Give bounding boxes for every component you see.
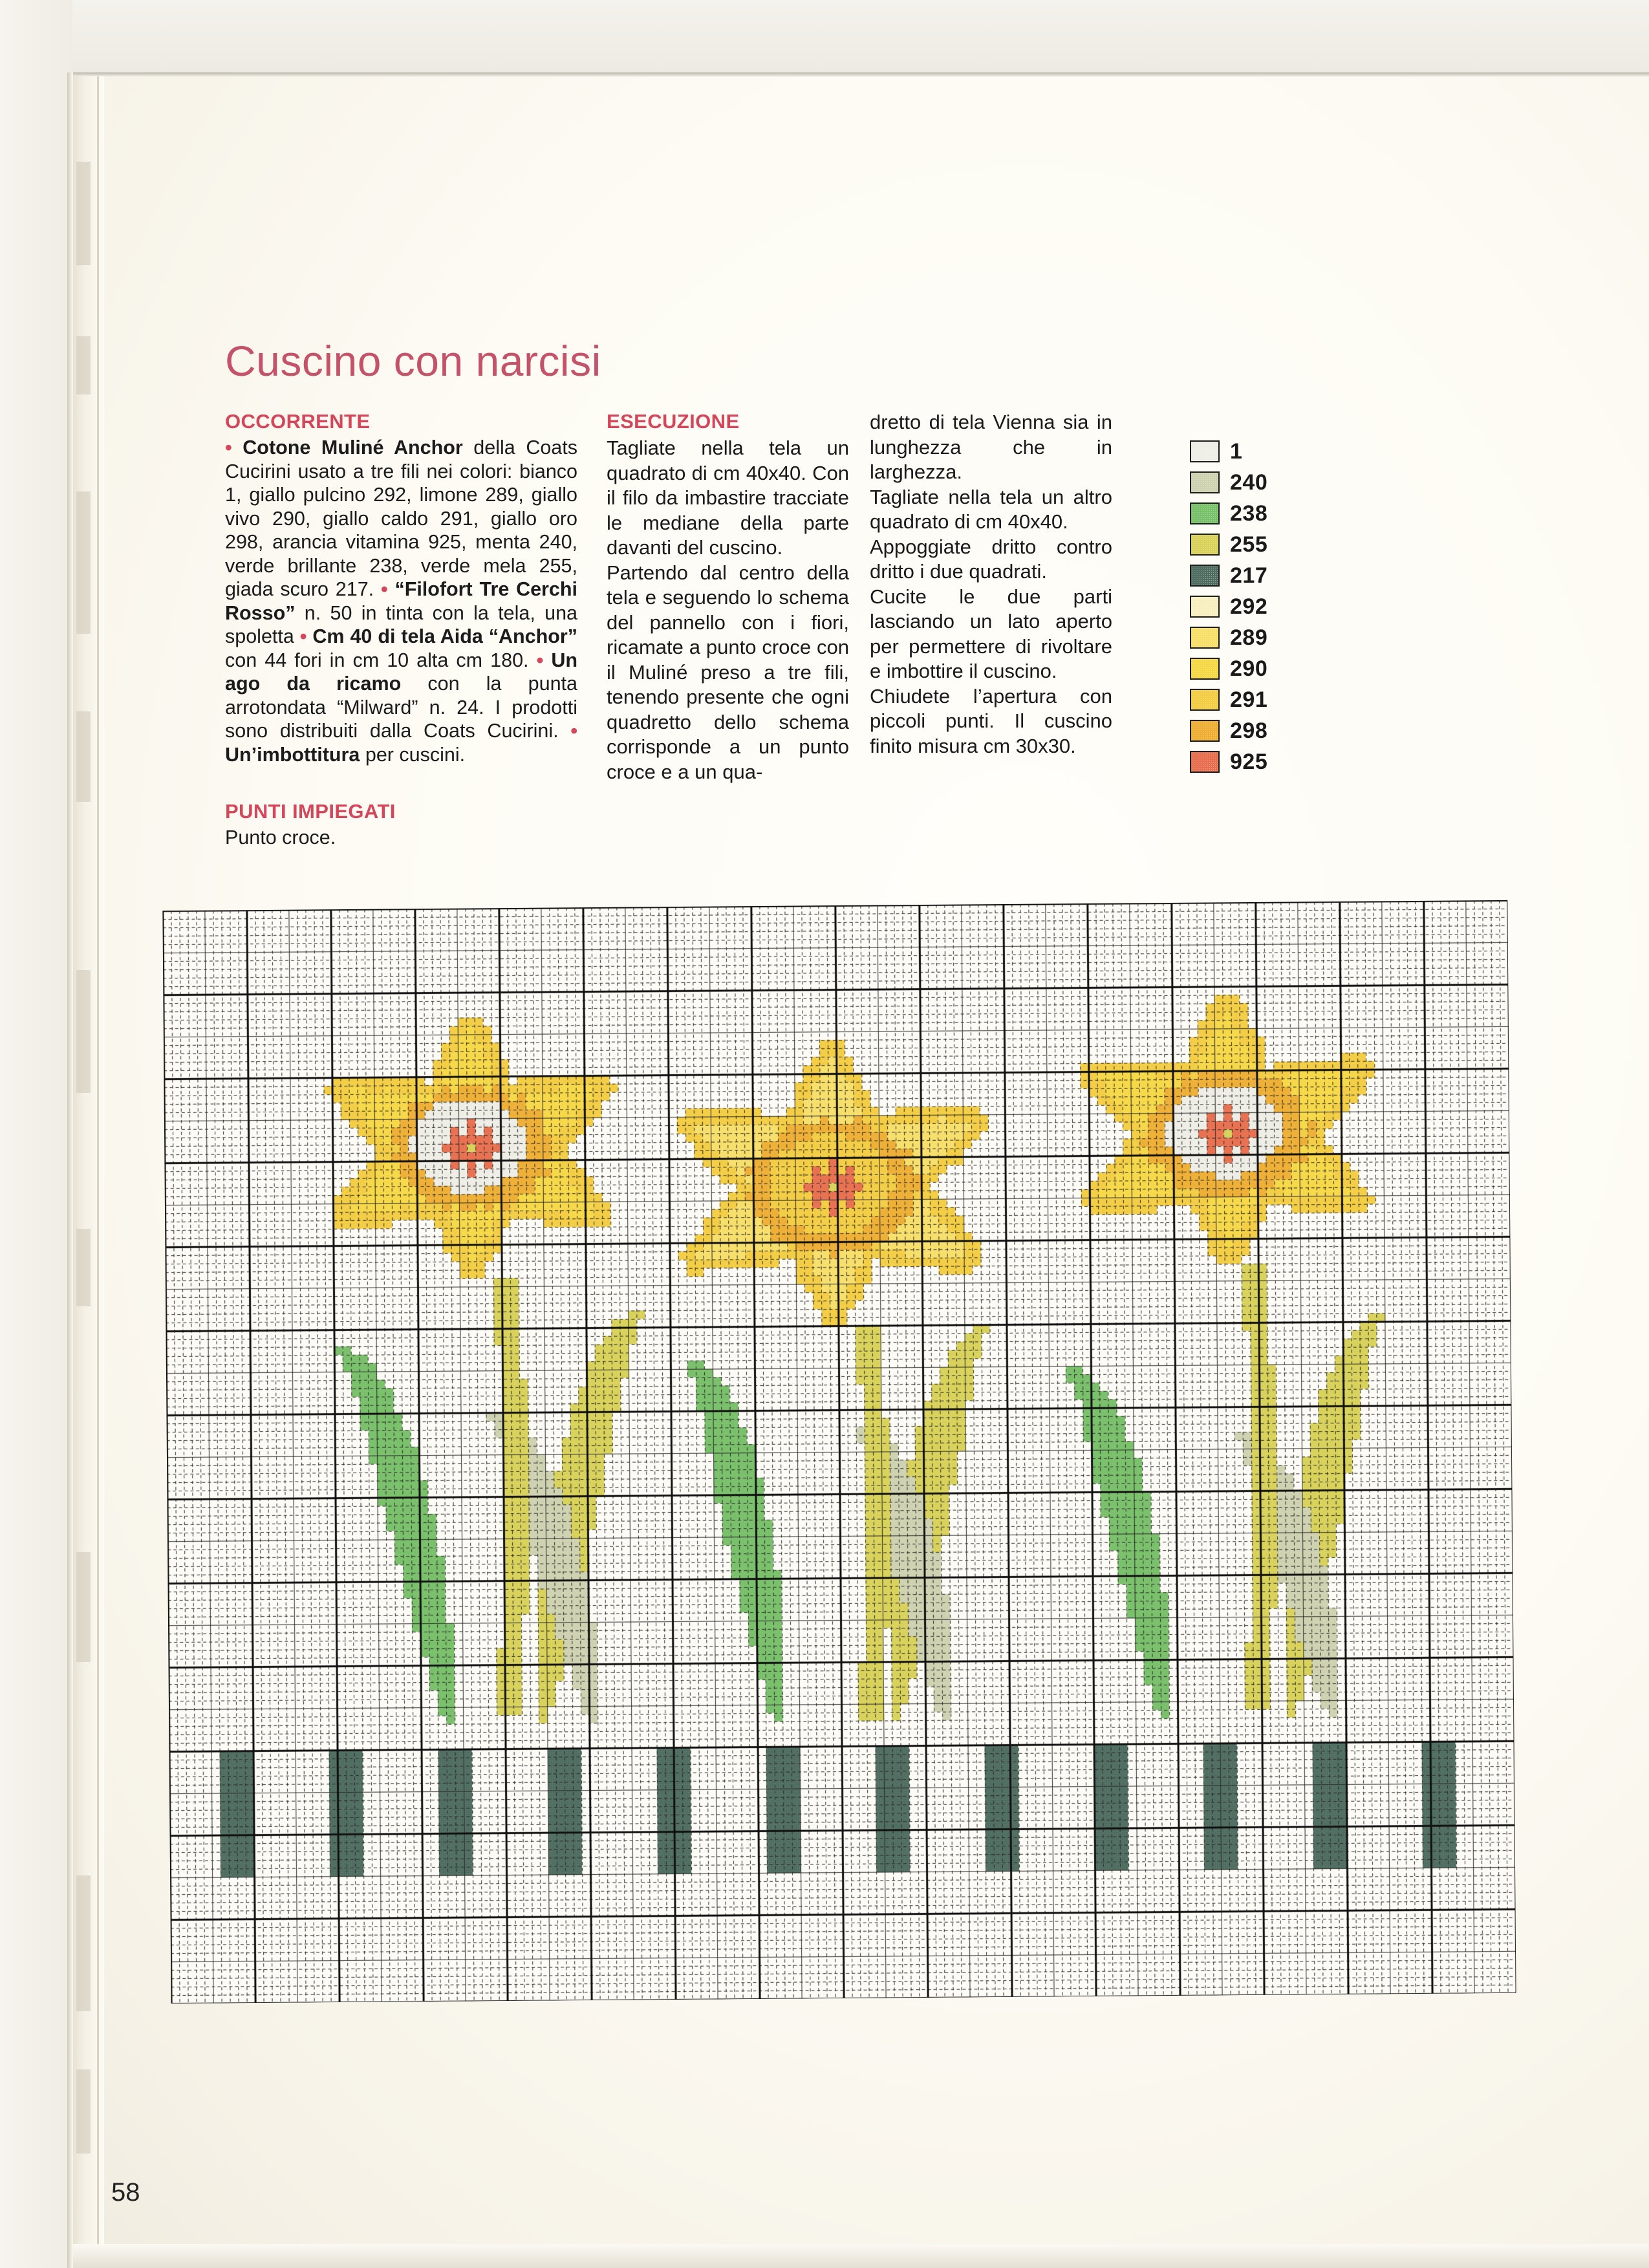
- legend-row: [1190, 501, 1335, 526]
- legend-color-swatch: [1190, 627, 1220, 649]
- heading-punti-impiegati: PUNTI IMPIEGATI: [225, 800, 396, 823]
- paragraph: Tagliate nella tela un altro quadrato di cm 40x40.: [870, 485, 1112, 533]
- page-edge-bottom: [73, 2244, 1649, 2268]
- scan-artifact: [76, 1875, 91, 2011]
- list-bullet: •: [380, 578, 395, 600]
- legend-code: 289: [1230, 625, 1268, 650]
- legend-code: 1: [1230, 438, 1243, 464]
- heading-occorrente: OCCORRENTE: [225, 410, 371, 433]
- legend-color-swatch: [1190, 502, 1220, 524]
- article-columns: [225, 410, 1518, 849]
- heading-esecuzione: ESECUZIONE: [607, 410, 740, 433]
- legend-row: [1190, 687, 1335, 713]
- punti-impiegati-text: Punto croce.: [225, 826, 336, 848]
- legend-color-swatch: [1190, 440, 1220, 462]
- legend-color-swatch: [1190, 720, 1220, 742]
- scan-artifact: [76, 1229, 91, 1306]
- page-edge-left: [67, 72, 73, 2268]
- list-bullet: •: [299, 625, 313, 647]
- legend-color-swatch: [1190, 751, 1220, 773]
- scan-artifact: [76, 336, 91, 394]
- article-content: [167, 336, 1518, 849]
- paragraph: Cucite le due parti lasciando un lato aperto per permettere di rivoltare e imbottire il cuscino.: [870, 585, 1112, 682]
- scan-artifact: [76, 162, 91, 265]
- scan-artifact: [76, 711, 91, 802]
- legend-code: 292: [1230, 594, 1268, 619]
- legend-row: [1190, 656, 1335, 682]
- legend-row: [1190, 470, 1335, 495]
- scan-board-left: [0, 0, 72, 2268]
- page-edge-top: [70, 72, 1649, 77]
- paragraph: Appoggiate dritto contro dritto i due quadrati.: [870, 535, 1112, 583]
- legend-code: 925: [1230, 749, 1268, 774]
- legend-color-swatch: [1190, 596, 1220, 618]
- scan-artifact: [76, 970, 91, 1093]
- legend-code: 298: [1230, 718, 1268, 743]
- occorrente-text: • Cotone Muliné Anchor della Coats Cucirini usato a tre fili nei colori: bianco 1, giallo pulcino 292, limone 289, giallo vivo 290, giallo caldo 291, giallo oro 298, arancia vitamina 925, menta 240, verde brillante 238, verde mela 255, giada scuro 217. • “Filofort Tre Cerchi Rosso” n. 50 in tinta con la tela, una spoletta • Cm 40 di tela Aida “Anchor” con 44 fori in cm 10 alta cm 180. • Un ago da ricamo con la punta arrotondata “Milward” n. 24. I prodotti sono distribuiti dalla Coats Cucirini. • Un’imbottitura per cuscini.: [225, 437, 578, 766]
- scan-artifact: [76, 1552, 91, 1662]
- legend-row: [1190, 563, 1335, 589]
- legend-color-swatch: [1190, 534, 1220, 556]
- esecuzione-text-col2: [607, 436, 849, 784]
- list-bullet: •: [570, 720, 577, 742]
- scan-board-top: [0, 0, 1649, 76]
- gutter-fold-line: [97, 76, 99, 2268]
- legend-list: [1190, 410, 1335, 775]
- esecuzione-text-col3: [870, 410, 1112, 759]
- legend-row: [1190, 594, 1335, 620]
- scan-artifact: [76, 491, 91, 634]
- scan-artifact: [76, 2069, 91, 2154]
- legend-code: 291: [1230, 687, 1268, 712]
- legend-row: [1190, 749, 1335, 775]
- legend-code: 255: [1230, 532, 1268, 557]
- legend-row: [1190, 532, 1335, 557]
- paragraph: dretto di tela Vienna sia in lunghezza che in larghezza.: [870, 411, 1112, 483]
- legend-color-swatch: [1190, 471, 1220, 493]
- page-title: Cuscino con narcisi: [225, 337, 601, 385]
- legend-color-swatch: [1190, 565, 1220, 587]
- chart-canvas: [162, 900, 1516, 2003]
- column-occorrente: [225, 410, 577, 849]
- list-bullet: •: [225, 437, 243, 459]
- legend-code: 238: [1230, 501, 1268, 526]
- column-esecuzione-b: [870, 410, 1112, 759]
- legend-code: 290: [1230, 656, 1268, 681]
- paragraph: Partendo dal centro della tela e seguendo lo schema del pannello con i fiori, ricamate a punto croce con il Muliné preso a tre fili, tenendo presente che ogni quadretto dello schema corrisponde a un punto croce e a un qua-: [607, 561, 849, 783]
- legend-color-swatch: [1190, 689, 1220, 711]
- legend-color-swatch: [1190, 658, 1220, 680]
- legend-code: 240: [1230, 470, 1268, 495]
- cross-stitch-chart: [162, 900, 1517, 2010]
- list-bullet: •: [536, 649, 552, 671]
- column-esecuzione-a: [607, 410, 849, 784]
- legend-row: [1190, 625, 1335, 651]
- legend-row: [1190, 718, 1335, 744]
- color-legend: [1190, 410, 1335, 775]
- legend-row: [1190, 438, 1335, 464]
- paragraph: Chiudete l’apertura con piccoli punti. Il cuscino finito misura cm 30x30.: [870, 684, 1112, 757]
- paragraph: Tagliate nella tela un quadrato di cm 40x40. Con il filo da imbastire tracciate le mediane della parte davanti del cuscino.: [607, 437, 849, 559]
- page-number: 58: [111, 2178, 140, 2207]
- legend-code: 217: [1230, 563, 1268, 588]
